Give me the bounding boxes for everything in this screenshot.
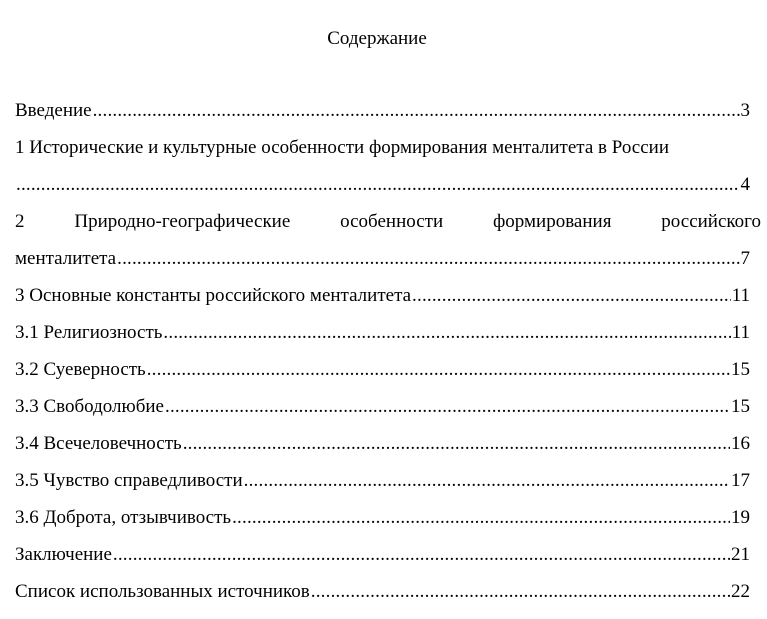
toc-entry-page: 21 bbox=[731, 544, 750, 565]
toc-entry-page: 22 bbox=[731, 581, 750, 602]
toc-leader-dots bbox=[16, 173, 740, 197]
toc-leader-dots bbox=[163, 321, 730, 345]
toc-leader-dots bbox=[147, 358, 730, 382]
toc-entry-introduction bbox=[15, 99, 750, 123]
toc-entry-label: менталитета bbox=[15, 248, 117, 269]
toc-entry-3-6 bbox=[15, 506, 750, 530]
toc-entry-page: 17 bbox=[731, 470, 750, 491]
toc-word: российского bbox=[661, 211, 761, 232]
toc-entry-page: 3 bbox=[740, 100, 750, 121]
toc-leader-dots bbox=[244, 469, 730, 493]
toc-leader-dots bbox=[113, 543, 730, 567]
toc-entry-label: 3 Основные константы российского менталитета bbox=[15, 285, 412, 306]
toc-leader-dots bbox=[232, 506, 730, 530]
toc-leader-dots bbox=[93, 99, 740, 123]
toc-entry-page: 19 bbox=[731, 507, 750, 528]
toc-entry-page: 7 bbox=[740, 248, 750, 269]
toc-entry-1-line1: 1 Исторические и культурные особенности формирования менталитета в России bbox=[15, 137, 670, 158]
toc-entry-page: 11 bbox=[731, 322, 750, 343]
toc-word: особенности bbox=[340, 211, 444, 232]
toc-entry-page: 4 bbox=[740, 174, 750, 195]
toc-entry-references bbox=[15, 580, 750, 604]
toc-entry-3-3 bbox=[15, 395, 750, 419]
toc-word: Природно-географические bbox=[74, 211, 291, 232]
toc-entry-label: Список использованных источников bbox=[15, 581, 310, 602]
toc-entry-label: Введение bbox=[15, 100, 92, 121]
toc-entry-3-5 bbox=[15, 469, 750, 493]
toc-entry-page: 15 bbox=[731, 396, 750, 417]
toc-word: 2 bbox=[15, 211, 25, 232]
toc-leader-dots bbox=[117, 247, 739, 271]
toc-title: Содержание bbox=[327, 28, 427, 49]
toc-entry-label: 3.3 Свободолюбие bbox=[15, 396, 164, 417]
toc-entry-3-1 bbox=[15, 321, 750, 345]
toc-entry-2-line1 bbox=[15, 210, 761, 234]
toc-word: формирования bbox=[492, 211, 612, 232]
toc-entry-3 bbox=[15, 284, 750, 308]
toc-entry-label: 3.1 Религиозность bbox=[15, 322, 163, 343]
toc-entry-page: 11 bbox=[731, 285, 750, 306]
toc-entry-label: 3.6 Доброта, отзывчивость bbox=[15, 507, 232, 528]
toc-leader-dots bbox=[311, 580, 730, 604]
toc-entry-label: 3.4 Всечеловечность bbox=[15, 433, 182, 454]
toc-entry-page: 15 bbox=[731, 359, 750, 380]
toc-entry-page: 16 bbox=[731, 433, 750, 454]
toc-leader-dots bbox=[412, 284, 731, 308]
toc-entry-label: 3.2 Суеверность bbox=[15, 359, 146, 380]
toc-entry-3-2 bbox=[15, 358, 750, 382]
toc-entry-2-line2 bbox=[15, 247, 750, 271]
toc-entry-3-4 bbox=[15, 432, 750, 456]
toc-entry-conclusion bbox=[15, 543, 750, 567]
toc-leader-dots bbox=[183, 432, 730, 456]
toc-entry-1-line2 bbox=[15, 173, 750, 197]
toc-entry-label: 3.5 Чувство справедливости bbox=[15, 470, 243, 491]
toc-leader-dots bbox=[165, 395, 730, 419]
toc-entry-label: Заключение bbox=[15, 544, 112, 565]
